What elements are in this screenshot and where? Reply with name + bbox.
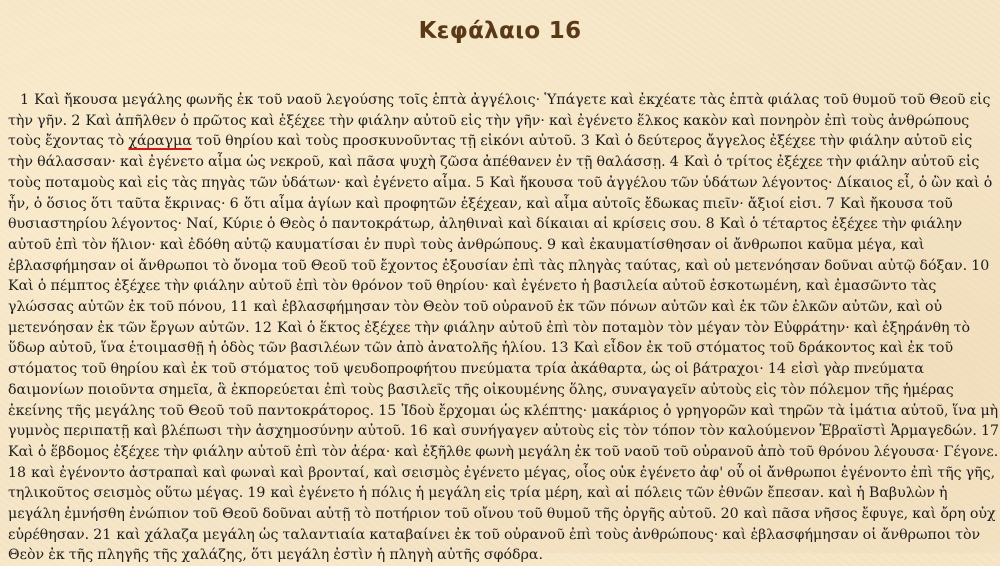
verse-number: 2 bbox=[71, 112, 81, 129]
verse-number: 7 bbox=[825, 195, 835, 212]
verse-text: Καὶ ὁ τρίτος ἐξέχεε τὴν φιάλην αὐτοῦ εἰς τοὺς ποταμοὺς καὶ εἰς τὰς πηγὰς τῶν ὑδάτων· καὶ ἐγένετο αἷμα. bbox=[8, 154, 980, 191]
verse-text: καὶ πᾶσα νῆσος ἔφυγε, καὶ ὄρη οὐχ εὑρέθησαν. bbox=[8, 506, 996, 543]
verse-number: 14 bbox=[767, 361, 786, 378]
verse-text: Καὶ ἤκουσα μεγάλης φωνῆς ἐκ τοῦ ναοῦ λεγούσης τοῖς ἑπτὰ ἀγγέλοις· Ὑπάγετε καὶ ἐκχέατε τὰς ἑπτὰ φιάλας τοῦ θυμοῦ τοῦ Θεοῦ εἰς τὴν γῆν. bbox=[8, 92, 991, 129]
verse-text: καὶ συνήγαγεν αὐτοὺς εἰς τὸν τόπον τὸν καλούμενον Ἑβραϊστὶ Ἁρμαγεδών. bbox=[428, 423, 981, 440]
verse-text: καὶ ἐγένοντο ἀστραπαὶ καὶ φωναὶ καὶ βρονταί, καὶ σεισμὸς ἐγένετο μέγας, οἷος οὐκ ἐγένετο ἀφ' οὗ οἱ ἄνθρωποι ἐγένοντο ἐπὶ τῆς γῆς, τηλικοῦτος σεισμὸς οὕτω μέγας. bbox=[8, 464, 996, 502]
verse-text: Καὶ ὁ ἕκτος ἐξέχεε τὴν φιάλην αὐτοῦ ἐπὶ τὸν ποταμὸν τὸν μέγαν τὸν Εὐφράτην· καὶ ἐξηράνθη τὸ ὕδωρ αὐτοῦ, ἵνα ἑτοιμασθῇ ἡ ὁδὸς τῶν βασιλέων τῶν ἀπὸ ἀνατολῆς ἡλίου. bbox=[8, 319, 971, 357]
verse-text: Καὶ ὁ δεύτερος ἄγγελος ἐξέχεε τὴν φιάλην αὐτοῦ εἰς τὴν θάλασσαν· καὶ ἐγένετο αἷμα ὡς νεκροῦ, καὶ πᾶσα ψυχὴ ζῶσα ἀπέθανεν ἐν τῇ θαλάσσῃ. bbox=[8, 133, 973, 171]
verse-text: εἰσὶ γὰρ πνεύματα δαιμονίων ποιοῦντα σημεῖα, ἃ ἐκπορεύεται ἐπὶ τοὺς βασιλεῖς τῆς οἰκουμένης ὅλης, συναγαγεῖν αὐτοὺς εἰς τὸν πόλεμον τῆς ἡμέρας ἐκείνης τῆς μεγάλης τοῦ Θεοῦ τοῦ παντοκράτορος. bbox=[8, 361, 954, 419]
verse-number: 15 bbox=[378, 402, 397, 419]
verse-number: 20 bbox=[720, 506, 739, 523]
verse-number: 5 bbox=[475, 174, 485, 191]
verse-text: Καὶ ἤκουσα τοῦ ἀγγέλου τῶν ὑδάτων λέγοντος· Δίκαιος εἶ, ὁ ὢν καὶ ὁ ἦν, ὁ ὅσιος ὅτι ταῦτα ἔκρινας· bbox=[8, 174, 993, 212]
verse-text: Ἰδοὺ ἔρχομαι ὡς κλέπτης· μακάριος ὁ γρηγορῶν καὶ τηρῶν τὰ ἱμάτια αὐτοῦ, ἵνα μὴ γυμνὸς περιπατῇ καὶ βλέπωσι τὴν ἀσχημοσύνην αὐτοῦ. bbox=[8, 402, 999, 440]
verse-number: 21 bbox=[93, 526, 112, 543]
verse-text: καὶ ἐκαυματίσθησαν οἱ ἄνθρωποι καῦμα μέγα, καὶ ἐβλασφήμησαν οἱ ἄνθρωποι τὸ ὄνομα τοῦ Θεοῦ τοῦ ἔχοντος ἐξουσίαν ἐπὶ τὰς πληγὰς ταύτας, καὶ οὐ μετενόησαν δοῦναι αὐτῷ δόξαν. bbox=[8, 236, 972, 274]
verse-number: 3 bbox=[580, 133, 590, 150]
verse-number: 4 bbox=[669, 154, 679, 171]
highlighted-word: χάραγμα bbox=[128, 133, 192, 150]
chapter-text bbox=[8, 90, 1000, 566]
verse-number: 17 bbox=[980, 423, 1000, 440]
verse-number: 6 bbox=[229, 195, 239, 212]
chapter-title: Κεφάλαιο 16 bbox=[418, 18, 582, 45]
verse-text: καὶ ἐβλασφήμησαν τὸν Θεὸν τοῦ οὐρανοῦ ἐκ τῶν πόνων αὐτῶν καὶ ἐκ τῶν ἑλκῶν αὐτῶν, καὶ οὐ μετενόησαν ἐκ τῶν ἔργων αὐτῶν. bbox=[8, 299, 943, 336]
verse-number: 12 bbox=[253, 319, 272, 336]
verse-number: 10 bbox=[971, 257, 990, 274]
verse-number: 18 bbox=[8, 464, 27, 481]
verse-text: ὅτι αἷμα ἁγίων καὶ προφητῶν ἐξέχεαν, καὶ αἷμα αὐτοῖς ἔδωκας πιεῖν· ἄξιοί εἰσι. bbox=[239, 195, 826, 212]
verse-text: Καὶ ἀπῆλθεν ὁ πρῶτος καὶ ἐξέχεε τὴν φιάλην αὐτοῦ εἰς τὴν γῆν· καὶ ἐγένετο ἕλκος κακὸν καὶ πονηρὸν ἐπὶ τοὺς ἀνθρώπους τοὺς ἔχοντας τὸ bbox=[8, 112, 970, 150]
verse-number: 1 bbox=[20, 92, 30, 108]
verse-number: 13 bbox=[550, 340, 569, 357]
verse-text: καὶ χάλαζα μεγάλη ὡς ταλαντιαία καταβαίνει ἐκ τοῦ οὐρανοῦ ἐπὶ τοὺς ἀνθρώπους· καὶ ἐβλασφήμησαν οἱ ἄνθρωποι τὸν Θεὸν ἐκ τῆς πληγῆς τῆς χαλάζης, ὅτι μεγάλη ἐστὶν ἡ πληγὴ αὐτῆς σφόδρα. bbox=[8, 526, 981, 564]
verse-text: Καὶ ὁ τέταρτος ἐξέχεε τὴν φιάλην αὐτοῦ ἐπὶ τὸν ἥλιον· καὶ ἐδόθη αὐτῷ καυματίσαι ἐν πυρὶ τοὺς ἀνθρώπους. bbox=[8, 216, 963, 253]
verse-number: 19 bbox=[247, 485, 266, 502]
verse-number: 9 bbox=[546, 236, 556, 253]
verse-number: 8 bbox=[705, 216, 715, 233]
verse-number: 11 bbox=[230, 299, 249, 316]
verse-text: τοῦ θηρίου καὶ τοὺς προσκυνοῦντας τῇ εἰκόνι αὐτοῦ. bbox=[191, 133, 581, 150]
verse-text: καὶ ἐγένετο ἡ πόλις ἡ μεγάλη εἰς τρία μέρη, καὶ αἱ πόλεις τῶν ἐθνῶν ἔπεσαν. καὶ ἡ Βαβυλὼν ἡ μεγάλη ἐμνήσθη ἐνώπιον τοῦ Θεοῦ δοῦναι αὐτῇ τὸ ποτήριον τοῦ οἴνου τοῦ θυμοῦ τῆς ὀργῆς αὐτοῦ. bbox=[8, 485, 948, 523]
verse-number: 16 bbox=[409, 423, 428, 440]
verse-text: Καὶ εἶδον ἐκ τοῦ στόματος τοῦ δράκοντος καὶ ἐκ τοῦ στόματος τοῦ θηρίου καὶ ἐκ τοῦ στόματος τοῦ ψευδοπροφήτου πνεύματα τρία ἀκάθαρτα, ὡς οἱ βάτραχοι· bbox=[8, 340, 954, 378]
verse-text: Καὶ ἤκουσα τοῦ θυσιαστηρίου λέγοντος· Ναί, Κύριε ὁ Θεὸς ὁ παντοκράτωρ, ἀληθιναὶ καὶ δίκαιαι αἱ κρίσεις σου. bbox=[8, 195, 953, 233]
verse-text: Καὶ ὁ ἕβδομος ἐξέχεε τὴν φιάλην αὐτοῦ ἐπὶ τὸν ἀέρα· καὶ ἐξῆλθε φωνὴ μεγάλη ἐκ τοῦ ναοῦ τοῦ οὐρανοῦ ἀπὸ τοῦ θρόνου λέγουσα· Γέγονε. bbox=[8, 443, 999, 460]
verse-text: Καὶ ὁ πέμπτος ἐξέχεε τὴν φιάλην αὐτοῦ ἐπὶ τὸν θρόνον τοῦ θηρίου· καὶ ἐγένετο ἡ βασιλεία αὐτοῦ ἐσκοτωμένη, καὶ ἐμασῶντο τὰς γλώσσας αὐτῶν ἐκ τοῦ πόνου, bbox=[8, 278, 937, 316]
